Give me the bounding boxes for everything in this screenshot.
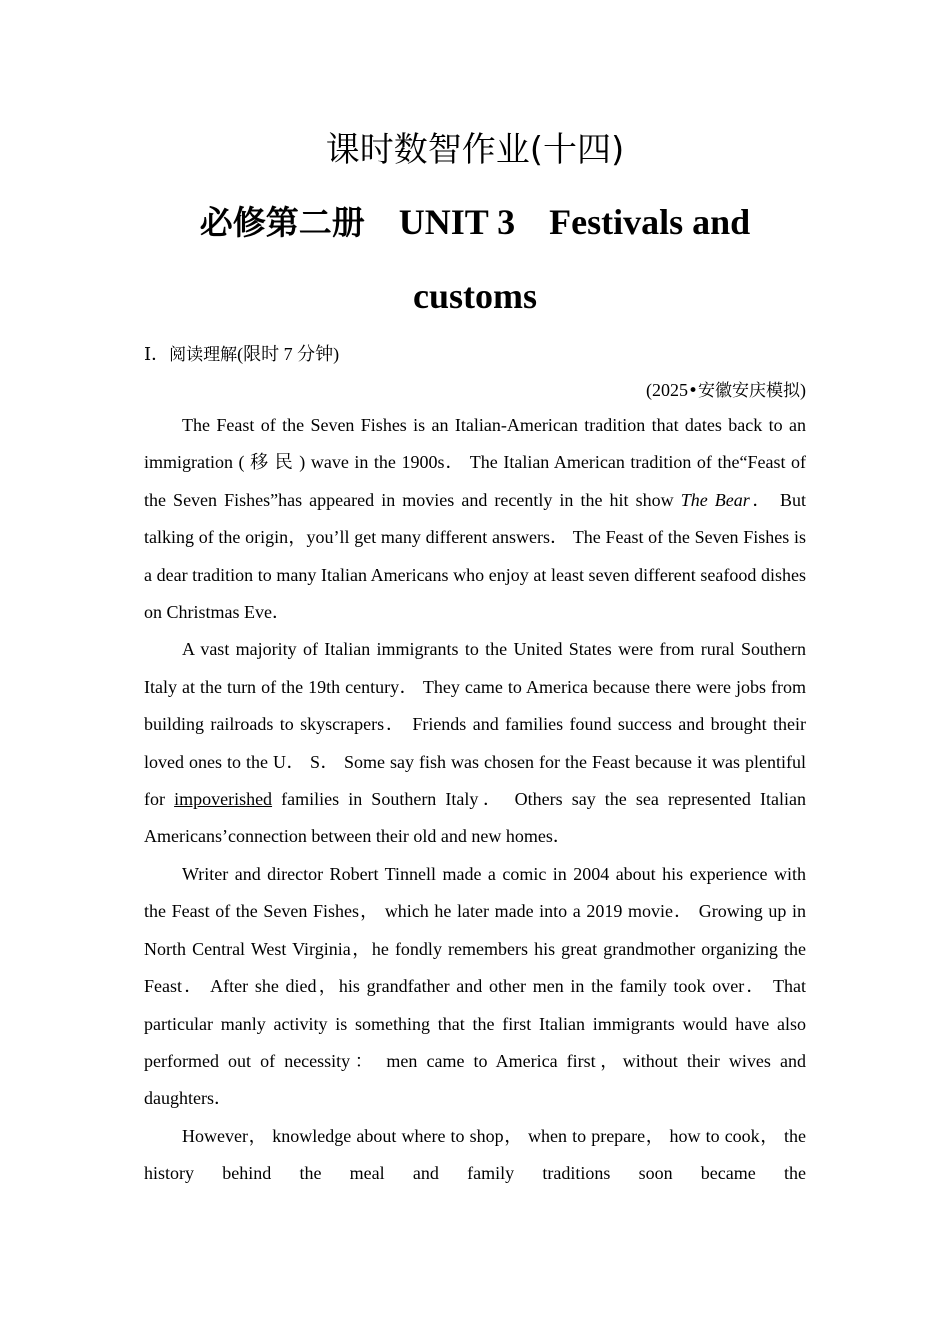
section-numeral: Ⅰ． bbox=[144, 344, 170, 364]
paragraph-2-text-b: families in Southern Italy． Others say the sea represented Italian Americans’connection between their old and new homes． bbox=[144, 789, 806, 847]
unit-topic-continued: customs bbox=[413, 276, 537, 316]
unit-topic: Festivals and bbox=[549, 202, 751, 242]
paragraph-3: Writer and director Robert Tinnell made a comic in 2004 about his experience with the Feast of the Seven Fishes， which he later made into a 2019 movie． Growing up in North Central West Virginia，he fondly remembers his great grandmother organizing the Feast． After she died，his grandfather and other men in the family took over． That particular manly activity is something that the first Italian immigrants would have also performed out of necessity： men came to America first，without their wives and daughters． bbox=[144, 863, 806, 1109]
unit-number: UNIT 3 bbox=[398, 202, 516, 242]
paragraph-4: However， knowledge about where to shop， when to prepare， how to cook， the history behind the meal and family traditions soon became the bbox=[144, 1125, 806, 1184]
source-note bbox=[646, 377, 806, 404]
paragraph-2 bbox=[144, 631, 806, 855]
underlined-word: impoverished bbox=[174, 789, 273, 810]
homework-title: 课时数智作业(十四) bbox=[325, 130, 625, 170]
reading-passage bbox=[144, 407, 806, 1193]
section-time-limit: (限时 7 分钟) bbox=[237, 344, 340, 364]
book-name: 必修第二册 bbox=[199, 203, 365, 242]
section-label: 阅读理解 bbox=[169, 345, 238, 365]
source-close: ) bbox=[800, 380, 806, 400]
unit-title bbox=[0, 198, 950, 247]
paragraph-1-text-b: ． But talking of the origin，you’ll get many different answers． The Feast of the Seven Fishes is a dear tradition to many Italian Americans who enjoy at least seven different seafood dishes on Christmas Eve． bbox=[144, 489, 806, 623]
paragraph-1-text-a: The Feast of the Seven Fishes is an Italian-American tradition that dates back to an immigration ( 移 民 ) wave in the 1900s． The Italian American tradition of the“Feast of the Seven Fishes”has appeared in movies and recently in the hit show bbox=[144, 415, 806, 510]
paragraph-2-text-a: A vast majority of Italian immigrants to the United States were from rural Southern Italy at the turn of the 19th century． They came to America because there were jobs from building railroads to skyscrapers． Friends and families found success and brought their loved ones to the U． S． Some say fish was chosen for the Feast because it was plentiful for bbox=[144, 639, 806, 810]
source-dot: • bbox=[687, 381, 698, 401]
section-heading bbox=[144, 341, 339, 368]
source-place: 安徽安庆模拟 bbox=[698, 381, 800, 401]
source-year: (2025 bbox=[645, 380, 688, 400]
paragraph-1 bbox=[144, 407, 806, 631]
show-title: The Bear bbox=[680, 489, 750, 510]
